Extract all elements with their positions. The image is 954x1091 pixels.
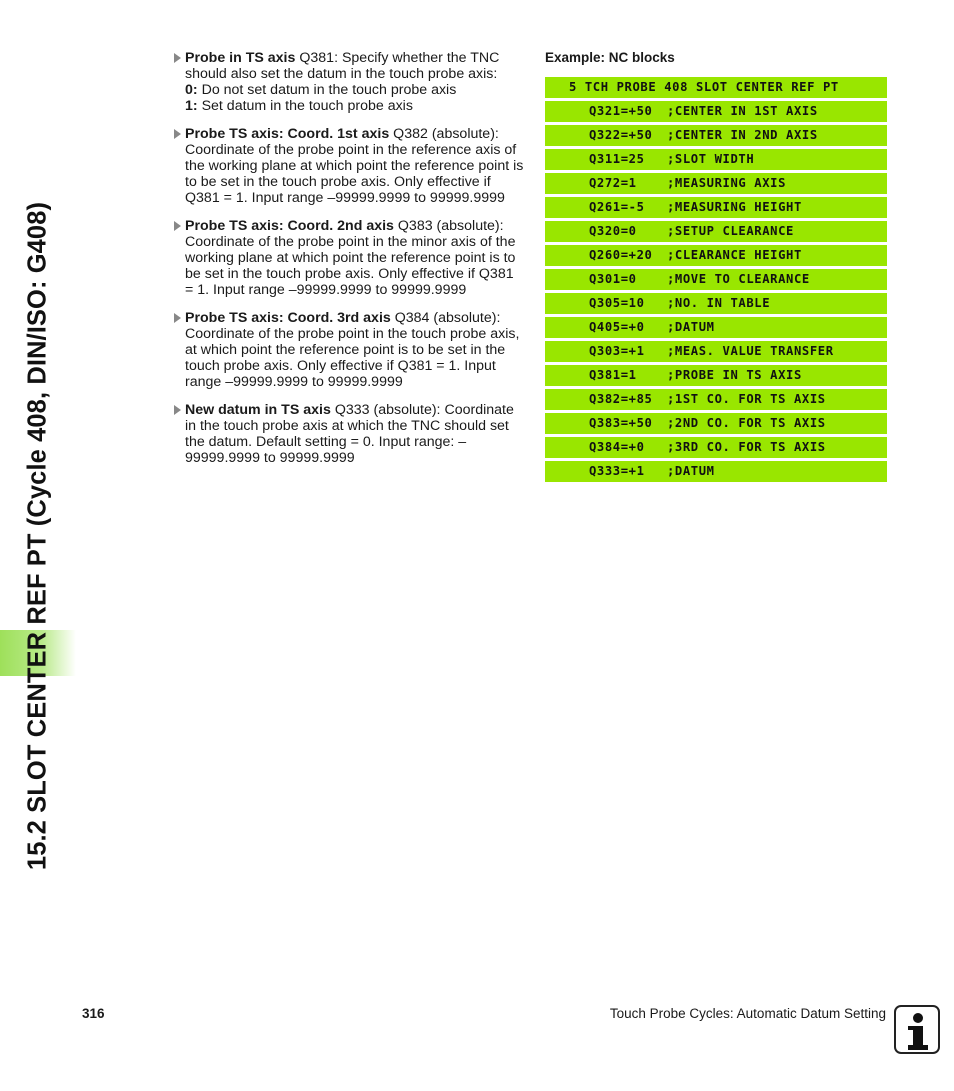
nc-line bbox=[545, 173, 887, 194]
nc-example bbox=[545, 50, 887, 485]
nc-code: Q305=10 bbox=[589, 296, 645, 310]
option-key: 0: bbox=[185, 82, 198, 98]
option-text: Do not set datum in the touch probe axis bbox=[197, 82, 457, 98]
nc-code: Q260=+20 bbox=[589, 248, 653, 262]
nc-line bbox=[545, 461, 887, 482]
arrow-bullet-icon bbox=[174, 53, 181, 63]
arrow-bullet-icon bbox=[174, 405, 181, 415]
param-text: (absolute): Coordinate of the probe point in the reference axis of the working plane at which point the reference point is to be set in the touch probe axis. Only effective if Q381 = 1. Input range –99999.9999 to 99999.9999 bbox=[185, 126, 524, 206]
nc-line bbox=[545, 269, 887, 290]
nc-code: Q405=+0 bbox=[589, 320, 645, 334]
nc-comment: ;1ST CO. FOR TS AXIS bbox=[667, 392, 826, 406]
param-option bbox=[185, 98, 524, 114]
nc-code: Q333=+1 bbox=[589, 464, 645, 478]
nc-line bbox=[545, 293, 887, 314]
param-text: (absolute): Coordinate of the probe point in the touch probe axis, at which point the reference point is to be set in the touch probe axis. Only effective if Q381 = 1. Input range –99999.9999 to 99999.9999 bbox=[185, 310, 520, 390]
param-option bbox=[185, 82, 524, 98]
nc-code: Q322=+50 bbox=[589, 128, 653, 142]
param-text: : Specify whether the TNC should also set the datum in the touch probe axis: bbox=[185, 50, 500, 82]
param-q382 bbox=[172, 126, 524, 206]
nc-code: Q311=25 bbox=[589, 152, 645, 166]
option-text: Set datum in the touch probe axis bbox=[197, 98, 413, 114]
nc-comment: ;DATUM bbox=[667, 320, 715, 334]
param-title: New datum in TS axis bbox=[185, 402, 331, 418]
nc-code: Q321=+50 bbox=[589, 104, 653, 118]
example-heading: Example: NC blocks bbox=[545, 50, 675, 65]
param-text: (absolute): Coordinate in the touch probe axis at which the TNC should set the datum. Default setting = 0. Input range: –99999.9999 to 99999.9999 bbox=[185, 402, 514, 466]
param-code: Q383 bbox=[397, 218, 433, 234]
nc-block-lines bbox=[545, 101, 887, 482]
footer-chapter-title: Touch Probe Cycles: Automatic Datum Setting bbox=[609, 1006, 886, 1021]
param-code: Q381 bbox=[299, 50, 335, 66]
nc-header-text: 5 TCH PROBE 408 SLOT CENTER REF PT bbox=[569, 80, 839, 94]
arrow-bullet-icon bbox=[174, 313, 181, 323]
arrow-bullet-icon bbox=[174, 221, 181, 231]
nc-line bbox=[545, 365, 887, 386]
nc-comment: ;DATUM bbox=[667, 464, 715, 478]
parameter-list bbox=[172, 50, 524, 478]
nc-line bbox=[545, 197, 887, 218]
param-text: (absolute): Coordinate of the probe point in the minor axis of the working plane at which point the reference point is to be set in the touch probe axis. Only effective if Q381 = 1. Input range –99999.9999 to 99999.9999 bbox=[185, 218, 516, 298]
arrow-bullet-icon bbox=[174, 129, 181, 139]
page-number: 316 bbox=[82, 1006, 105, 1021]
param-code: Q382 bbox=[393, 126, 428, 142]
nc-comment: ;NO. IN TABLE bbox=[667, 296, 771, 310]
nc-comment: ;CENTER IN 2ND AXIS bbox=[667, 128, 818, 142]
nc-line bbox=[545, 149, 887, 170]
nc-code: Q272=1 bbox=[589, 176, 637, 190]
nc-code: Q301=0 bbox=[589, 272, 637, 286]
nc-code: Q383=+50 bbox=[589, 416, 653, 430]
param-code: Q384 bbox=[394, 310, 430, 326]
nc-comment: ;MOVE TO CLEARANCE bbox=[667, 272, 810, 286]
param-title: Probe TS axis: Coord. 1st axis bbox=[185, 126, 390, 142]
nc-comment: ;SLOT WIDTH bbox=[667, 152, 755, 166]
nc-code: Q381=1 bbox=[589, 368, 637, 382]
nc-comment: ;CLEARANCE HEIGHT bbox=[667, 248, 802, 262]
nc-comment: ;MEASURING AXIS bbox=[667, 176, 787, 190]
nc-line bbox=[545, 437, 887, 458]
nc-line bbox=[545, 389, 887, 410]
nc-line bbox=[545, 245, 887, 266]
chapter-side-title bbox=[8, 36, 68, 1036]
nc-comment: ;2ND CO. FOR TS AXIS bbox=[667, 416, 826, 430]
nc-code: Q320=0 bbox=[589, 224, 637, 238]
nc-line bbox=[545, 101, 887, 122]
nc-comment: ;3RD CO. FOR TS AXIS bbox=[667, 440, 826, 454]
param-q333 bbox=[172, 402, 524, 466]
nc-comment: ;SETUP CLEARANCE bbox=[667, 224, 794, 238]
option-key: 1: bbox=[185, 98, 198, 114]
nc-line bbox=[545, 413, 887, 434]
nc-code: Q384=+0 bbox=[589, 440, 645, 454]
nc-comment: ;PROBE IN TS AXIS bbox=[667, 368, 802, 382]
nc-code: Q303=+1 bbox=[589, 344, 645, 358]
param-code: Q333 bbox=[334, 402, 370, 418]
nc-line bbox=[545, 125, 887, 146]
nc-line bbox=[545, 317, 887, 338]
param-title: Probe TS axis: Coord. 2nd axis bbox=[185, 218, 394, 234]
nc-comment: ;CENTER IN 1ST AXIS bbox=[667, 104, 818, 118]
nc-line bbox=[545, 221, 887, 242]
info-icon bbox=[894, 1005, 940, 1054]
param-title: Probe in TS axis bbox=[185, 50, 296, 66]
nc-code: Q261=-5 bbox=[589, 200, 645, 214]
param-q383 bbox=[172, 218, 524, 298]
nc-block-header bbox=[545, 77, 887, 98]
nc-line bbox=[545, 341, 887, 362]
nc-code: Q382=+85 bbox=[589, 392, 653, 406]
param-q381 bbox=[172, 50, 524, 114]
param-title: Probe TS axis: Coord. 3rd axis bbox=[185, 310, 391, 326]
side-title-text: 15.2 SLOT CENTER REF PT (Cycle 408, DIN/ISO: G408) bbox=[23, 201, 52, 871]
param-q384 bbox=[172, 310, 524, 390]
nc-comment: ;MEASURING HEIGHT bbox=[667, 200, 802, 214]
nc-comment: ;MEAS. VALUE TRANSFER bbox=[667, 344, 834, 358]
